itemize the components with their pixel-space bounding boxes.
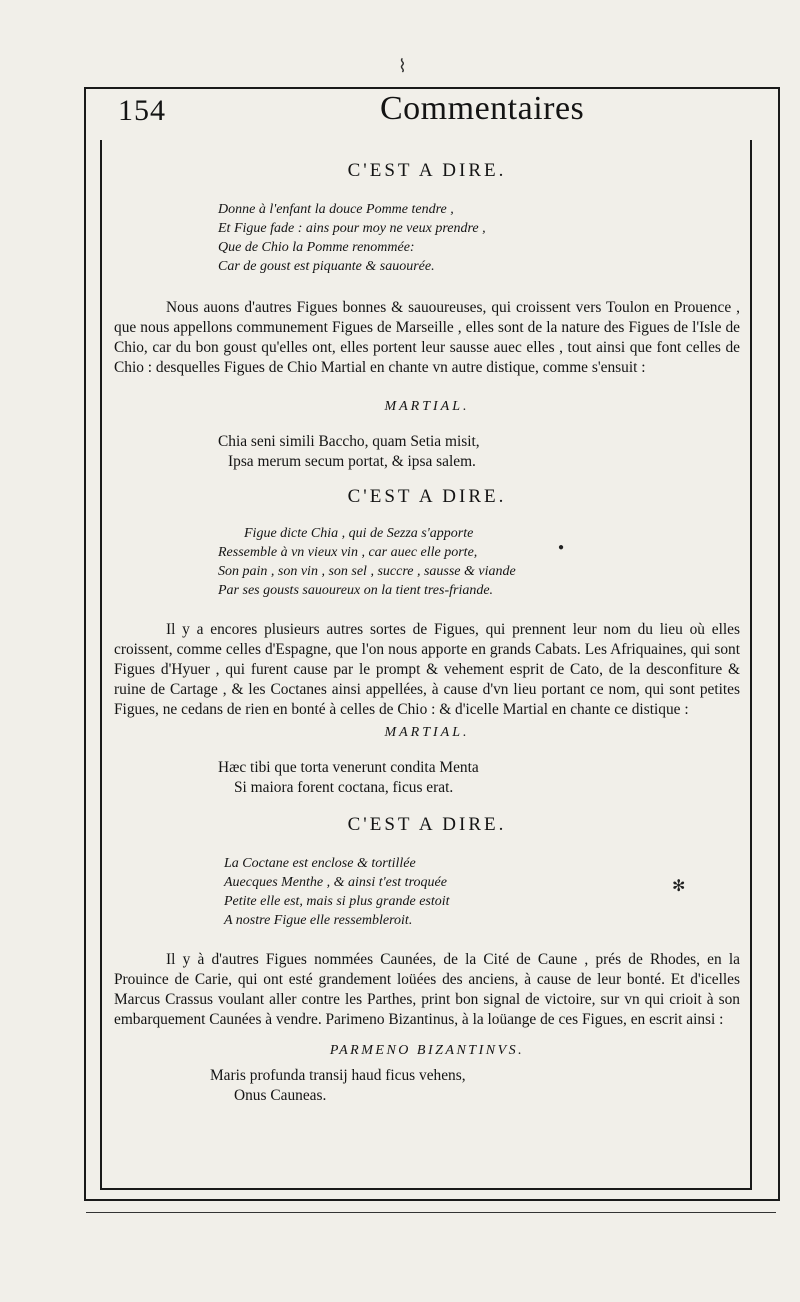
author-heading: MARTIAL. [384, 725, 470, 740]
verse-line: Chia seni simili Baccho, quam Setia misit, [218, 433, 480, 450]
section-heading: C'EST A DIRE. [347, 486, 507, 507]
page-body [114, 150, 740, 1106]
latin-verse [114, 758, 740, 798]
verse-line: Si maiora forent coctana, ficus erat. [234, 779, 454, 796]
verse-line: Que de Chio la Pomme renommée: [218, 240, 415, 255]
french-verse [114, 524, 740, 600]
verse-line: Donne à l'enfant la douce Pomme tendre , [218, 202, 454, 217]
page-number: 154 [118, 94, 166, 127]
running-title: Commentaires [380, 90, 585, 127]
author-heading: PARMENO BIZANTINVS. [329, 1043, 525, 1058]
paragraph: Il y a encores plusieurs autres sortes de Figues, qui prennent leur nom du lieu où elles croissent, comme celles d'Espagne, que l'on nous apporte en grands Cabats. Les Afriquaines, qui sont Figues d'Hyuer , qui furent cause par le prompt & vehement esprit de Cato, de la desconfiture & ruine de Cartage , & les Coctanes ainsi appellées, à cause d'vn lieu portant ce nom, qui sont petites Figues, ne cedans de rien en bonté à celles de Chio : & d'icelle Martial en chante ce distique : [114, 621, 740, 718]
french-verse [114, 200, 740, 276]
verse-line: Ressemble à vn vieux vin , car auec elle porte, [218, 545, 478, 560]
latin-verse [114, 1066, 740, 1106]
verse-line: Petite elle est, mais si plus grande estoit [224, 894, 450, 909]
section-heading: C'EST A DIRE. [347, 160, 507, 181]
verse-line: Ipsa merum secum portat, & ipsa salem. [228, 453, 476, 470]
paragraph: Il y à d'autres Figues nommées Caunées, de la Cité de Caune , prés de Rhodes, en la Prouince de Carie, qui ont esté grandement loüées des anciens, à cause de leur bonté. Et d'icelles Marcus Crassus voulant aller contre les Parthes, print bon signal de victoire, sur vn qui crioit à son embarquement Caunées à vendre. Parimeno Bizantinus, à la loüange de ces Figues, en escrit ainsi : [114, 951, 740, 1028]
verse-line: Maris profunda transij haud ficus vehens, [210, 1067, 466, 1084]
section-heading: C'EST A DIRE. [347, 814, 507, 835]
verse-line: Figue dicte Chia , qui de Sezza s'apporte [244, 526, 474, 541]
french-verse [114, 854, 740, 930]
bottom-rule [86, 1212, 776, 1213]
verse-line: Son pain , son vin , son sel , succre , sausse & viande [218, 564, 516, 579]
verse-line: A nostre Figue elle ressembleroit. [224, 913, 413, 928]
verse-line: Car de goust est piquante & sauourée. [218, 259, 435, 274]
verse-line: La Coctane est enclose & tortillée [224, 856, 416, 871]
ink-blot-icon: ✻ [672, 878, 686, 895]
binding-mark: ⌇ [398, 56, 407, 76]
verse-line: Et Figue fade : ains pour moy ne veux prendre , [218, 221, 486, 236]
verse-line: Onus Cauneas. [234, 1087, 327, 1104]
paragraph: Nous auons d'autres Figues bonnes & sauoureuses, qui croissent vers Toulon en Prouence , que nous appellons communement Figues de Marseille , elles sont de la nature des Figues de l'Isle de Chio, car du bon goust qu'elles ont, elles portent leur sausse auec elles , tout ainsi que font celles de Chio : desquelles Figues de Chio Martial en chante vn autre distique, comme s'ensuit : [114, 299, 740, 376]
latin-verse [114, 432, 740, 472]
verse-line: Par ses gousts sauoureux on la tient tres-friande. [218, 583, 494, 598]
ink-dot-icon: ● [558, 542, 565, 553]
author-heading: MARTIAL. [384, 399, 470, 414]
verse-line: Hæc tibi que torta venerunt condita Menta [218, 759, 479, 776]
verse-line: Auecques Menthe , & ainsi t'est troquée [224, 875, 447, 890]
page-header [110, 92, 750, 132]
